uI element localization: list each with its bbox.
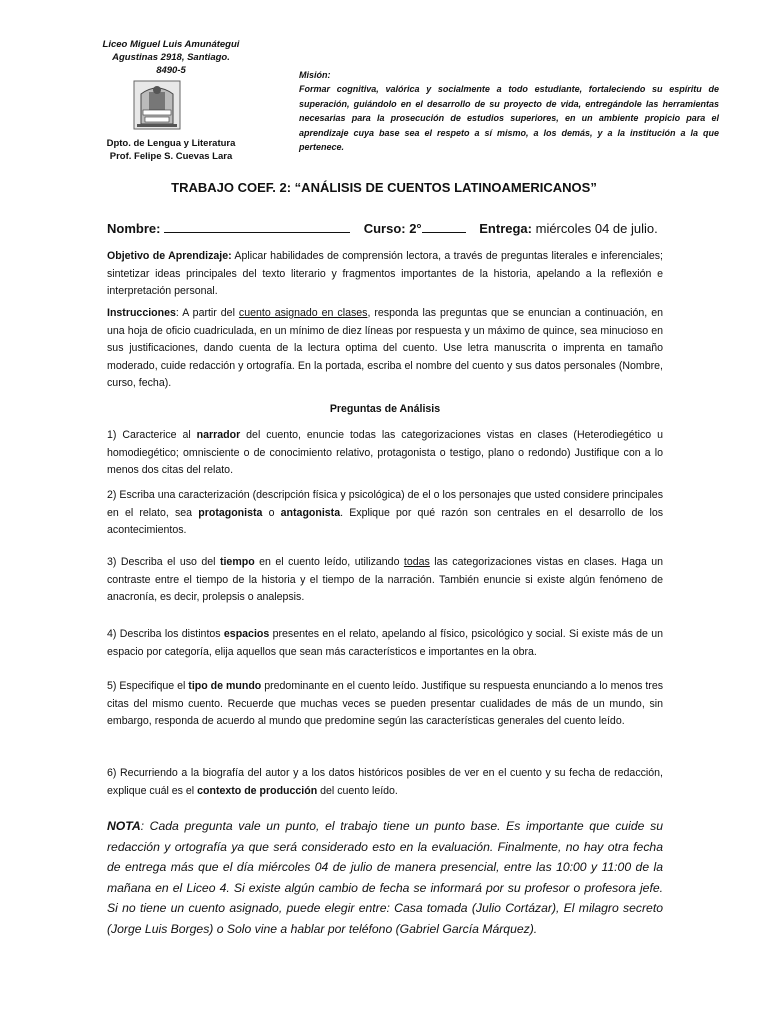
question-2: [107, 487, 663, 540]
entrega-label: Entrega:: [479, 221, 532, 236]
nombre-field[interactable]: [164, 220, 350, 233]
q2-keyword-2: antagonista: [280, 506, 341, 519]
instrucciones-text-1: : A partir del: [175, 307, 239, 319]
objetivo-paragraph: [107, 248, 663, 301]
school-address: Agustinas 2918, Santiago.: [112, 52, 230, 63]
school-info: [96, 38, 246, 77]
question-5: [107, 678, 663, 731]
q1-keyword: narrador: [196, 429, 241, 441]
q1-text-a: 1) Caracterice al: [107, 429, 197, 441]
nota-paragraph: [107, 816, 663, 940]
school-logo: [133, 80, 181, 130]
q6-keyword: contexto de producción: [197, 784, 318, 797]
instrucciones-text-2: , responda las preguntas que se enuncian a continuación, en una hoja de oficio cuadriculada, en un mínimo de diez líneas por respuesta y un máximo de quince, sea minucioso en sus justificaciones, dando cuenta de la lectura optima del cuento. Use letra manuscrita o imprenta en tamaño moderado, cuide redacción y ortografía. En la portada, escriba el nombre del cuento y sus datos personales (Nombre, curso, fecha).: [107, 307, 663, 389]
q1-text-c: del cuento, enuncie todas las categorizaciones vistas en clases (Heterodiegético u homodiegético; omnisciente o de conocimiento relativo, protagonista o testigo, plano o redondo) Justifique con a lo menos dos citas del relato.: [107, 429, 663, 476]
q6-text-c: del cuento leído.: [317, 784, 398, 797]
q5-text-c: predominante en el cuento leído. Justifique su respuesta enunciando a lo menos tres citas del mismo cuento. Recuerde que muchas veces se pueden presentar cualidades de más de un mundo, sin embargo, responda de acuerdo al mundo que predomine según las características generales del cuento leído.: [107, 680, 664, 727]
teacher-name: Prof. Felipe S. Cuevas Lara: [109, 151, 233, 162]
department-name: Dpto. de Lengua y Literatura: [106, 138, 236, 149]
department-info: [96, 137, 246, 163]
school-name: Liceo Miguel Luis Amunátegui: [102, 39, 240, 50]
question-6: [107, 765, 663, 800]
q3-keyword: tiempo: [219, 556, 255, 568]
instrucciones-paragraph: [107, 305, 663, 393]
nombre-label: Nombre:: [107, 221, 161, 236]
q4-keyword: espacios: [223, 628, 270, 640]
curso-label: Curso: 2°: [363, 221, 422, 236]
q3-underlined: todas: [403, 556, 430, 568]
q2-keyword-1: protagonista: [198, 506, 263, 519]
school-postal: 8490-5: [156, 65, 186, 76]
q4-text-c: presentes en el relato, apelando al físico, psicológico y social. Si existe más de un espacio por categoría, elija aquellos que sean más característicos e importantes en la obra.: [107, 628, 663, 658]
instrucciones-underlined: cuento asignado en clases: [238, 307, 368, 319]
questions-heading: Preguntas de Análisis: [329, 403, 441, 415]
q2-text-e: . Explique por qué razón son centrales en el desarrollo de los acontecimientos.: [107, 506, 664, 536]
instrucciones-label: Instrucciones: [107, 307, 176, 319]
q5-keyword: tipo de mundo: [188, 680, 262, 692]
entrega-value: miércoles 04 de julio.: [532, 221, 658, 236]
question-1: [107, 427, 663, 480]
q5-text-a: 5) Especifique el: [107, 680, 189, 692]
question-4: [107, 626, 663, 661]
q3-text-a: 3) Describa el uso del: [107, 556, 220, 568]
student-info-row: [107, 220, 663, 236]
mission-block: [299, 68, 719, 154]
mission-text: Formar cognitiva, valórica y socialmente a todo estudiante, fortaleciendo su espíritu de superación, guiándolo en el desarrollo de su proyecto de vida, entregándole las herramientas necesarias para la prosecución de estudios superiores, en un ambiente propicio para el aprendizaje cuya base sea el respeto a sí mismo, a los demás, y a la institución a la que pertenece.: [299, 84, 719, 153]
objetivo-label: Objetivo de Aprendizaje:: [107, 250, 232, 262]
q6-text-a: 6) Recurriendo a la biografía del autor y a los datos históricos posibles de ver en el cuento y su fecha de redacción, explique cuál es el: [107, 767, 663, 797]
q2-text-c: o: [262, 506, 281, 519]
objetivo-text: Aplicar habilidades de comprensión lectora, a través de preguntas literales e inferenciales; sintetizar ideas principales del texto literario y fragmentos importantes de la historia, apelando a la reflexión e interpretación personal.: [107, 250, 663, 297]
curso-field[interactable]: [422, 220, 466, 233]
q3-text-c: en el cuento leído, utilizando: [254, 556, 404, 568]
mission-label: Misión:: [299, 70, 331, 80]
question-3: [107, 554, 663, 607]
nota-label: NOTA: [107, 819, 141, 833]
nota-text: : Cada pregunta vale un punto, el trabajo tiene un punto base. Es importante que cuide su redacción y ortografía ya que será considerado esto en la evaluación. Finalmente, no hay otra fecha de entrega más que el día miércoles 04 de julio de manera presencial, entre las 10:00 y 11:00 de la mañana en el Liceo 4. Si existe algún cambio de fecha se informará por su profesor o profesora jefe. Si no tiene un cuento asignado, puede elegir entre: Casa tomada (Julio Cortázar), El milagro secreto (Jorge Luis Borges) o Solo vine a hablar por teléfono (Gabriel García Márquez).: [107, 819, 663, 936]
q4-text-a: 4) Describa los distintos: [107, 628, 224, 640]
document-title: TRABAJO COEF. 2: “ANÁLISIS DE CUENTOS LATINOAMERICANOS”: [171, 180, 597, 195]
q2-text-a: 2) Escriba una caracterización (descripción física y psicológica) de el o los personajes que usted considere principales en el relato, sea: [107, 489, 663, 519]
q3-text-e: las categorizaciones vistas en clases. Haga un contraste entre el tiempo de la historia y el tiempo de la narración. También enuncie si existe algún fenómeno de anacronía, es decir, prolepsis o analepsis.: [107, 556, 663, 603]
